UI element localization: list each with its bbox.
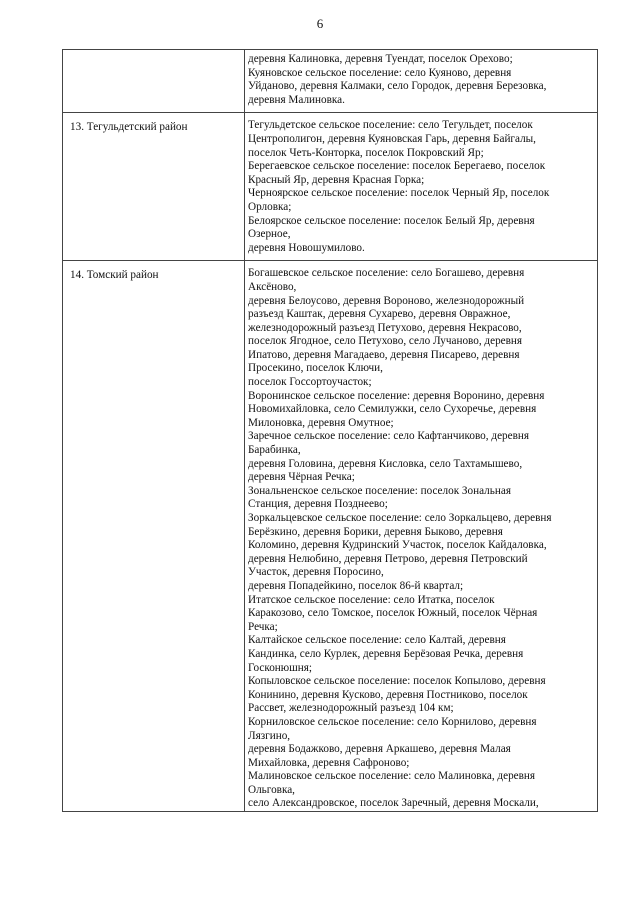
text-line: село Александровское, поселок Заречный, деревня Москали, — [248, 797, 539, 810]
text-line: Богашевское сельское поселение: село Богашево, деревня — [248, 267, 525, 280]
text-line: Барабинка, — [248, 444, 301, 457]
text-line: Красный Яр, деревня Красная Горка; — [248, 173, 425, 186]
text-line: Калтайское сельское поселение: село Калтай, деревня — [248, 634, 506, 647]
settlements-cell — [245, 50, 598, 113]
text-line: Орловка; — [248, 200, 292, 213]
text-line: Конинино, деревня Кусково, деревня Постниково, поселок — [248, 688, 528, 701]
table-row — [63, 113, 598, 261]
page-number: 6 — [316, 16, 324, 31]
text-line: Зоркальцевское сельское поселение: село Зоркальцево, деревня — [248, 512, 552, 524]
text-line: деревня Белоусово, деревня Вороново, железнодорожный — [248, 294, 525, 307]
table-row — [63, 261, 598, 812]
text-line: деревня Попадейкино, поселок 86-й квартал; — [248, 579, 464, 592]
settlements-table — [62, 49, 598, 812]
text-line: деревня Бодажково, деревня Аркашево, деревня Малая — [248, 743, 511, 756]
text-line: деревня Новошумилово. — [248, 241, 365, 254]
text-line: Центрополигон, деревня Куяновская Гарь, деревня Байгалы, — [248, 132, 536, 145]
text-line: деревня Нелюбино, деревня Петрово, деревня Петровский — [248, 552, 528, 565]
text-line: Госконюшня; — [248, 661, 312, 674]
text-line: поселок Четь-Конторка, поселок Покровский Яр; — [248, 146, 484, 159]
text-line: деревня Калиновка, деревня Туендат, поселок Орехово; — [248, 53, 513, 65]
text-line: Милоновка, деревня Омутное; — [248, 416, 394, 429]
district-cell — [63, 261, 245, 812]
text-line: Михайловка, деревня Сафроново; — [248, 756, 410, 769]
text-line: Лязгино, — [248, 729, 291, 742]
text-line: Корниловское сельское поселение: село Корнилово, деревня — [248, 715, 537, 728]
district-cell — [63, 113, 245, 261]
text-line: Рассвет, железнодорожный разъезд 104 км; — [248, 702, 454, 715]
text-line: Берегаевское сельское поселение: поселок Берегаево, поселок — [248, 160, 546, 173]
settlements-cell — [245, 261, 598, 812]
text-line: Ипатово, деревня Магадаево, деревня Писарево, деревня — [248, 348, 520, 361]
text-line: Станция, деревня Позднеево; — [248, 498, 388, 511]
text-line: Коломино, деревня Кудринский Участок, поселок Кайдаловка, — [248, 539, 547, 552]
text-line: Кандинка, село Курлек, деревня Берёзовая Речка, деревня — [248, 647, 524, 660]
settlements-cell — [245, 113, 598, 261]
text-line: Просекино, поселок Ключи, — [248, 362, 383, 375]
text-line: Берёзкино, деревня Борики, деревня Быково, деревня — [248, 525, 503, 538]
text-line: деревня Головина, деревня Кисловка, село Тахтамышево, — [248, 457, 523, 470]
text-line: Итатское сельское поселение: село Итатка, поселок — [248, 593, 495, 606]
text-line: Новомихайловка, село Семилужки, село Сухоречье, деревня — [248, 403, 537, 416]
text-line: Каракозово, село Томское, поселок Южный, поселок Чёрная — [248, 607, 538, 620]
text-line: деревня Чёрная Речка; — [248, 471, 355, 484]
text-line: Воронинское сельское поселение: деревня Воронино, деревня — [248, 389, 545, 402]
text-line: Аксёново, — [248, 280, 297, 293]
text-line: Зональненское сельское поселение: поселок Зональная — [248, 484, 511, 497]
text-line: Малиновское сельское поселение: село Малиновка, деревня — [248, 770, 536, 783]
text-line: поселок Госсортоучасток; — [248, 376, 372, 389]
text-line: Участок, деревня Поросино, — [248, 566, 384, 579]
text-line: Уйданово, деревня Калмаки, село Городок, деревня Березовка, — [248, 80, 547, 93]
text-line: Речка; — [248, 620, 278, 633]
district-name: 13. Тегульдетский район — [70, 121, 188, 134]
district-name — [63, 50, 244, 58]
settlements-text — [245, 50, 597, 112]
settlements-text — [245, 113, 597, 260]
table-row — [63, 50, 598, 113]
settlements-text — [245, 261, 597, 811]
text-line: деревня Малиновка. — [248, 93, 345, 106]
text-line: Белоярское сельское поселение: поселок Белый Яр, деревня — [248, 214, 535, 227]
text-line: Куяновское сельское поселение: село Куяново, деревня — [248, 66, 512, 79]
text-line: железнодорожный разъезд Петухово, деревня Некрасово, — [248, 321, 522, 334]
text-line: Озерное, — [248, 228, 291, 241]
text-line: Тегульдетское сельское поселение: село Тегульдет, поселок — [248, 119, 533, 132]
district-name: 14. Томский район — [70, 269, 159, 282]
text-line: Копыловское сельское поселение: поселок Копылово, деревня — [248, 675, 546, 688]
text-line: Ольговка, — [248, 783, 295, 796]
district-cell — [63, 50, 245, 113]
text-line: поселок Ягодное, село Петухово, село Лучаново, деревня — [248, 335, 523, 348]
text-line: Заречное сельское поселение: село Кафтанчиково, деревня — [248, 430, 530, 443]
text-line: Черноярское сельское поселение: поселок Черный Яр, поселок — [248, 187, 550, 200]
text-line: разъезд Каштак, деревня Сухарево, деревня Овражное, — [248, 308, 511, 321]
